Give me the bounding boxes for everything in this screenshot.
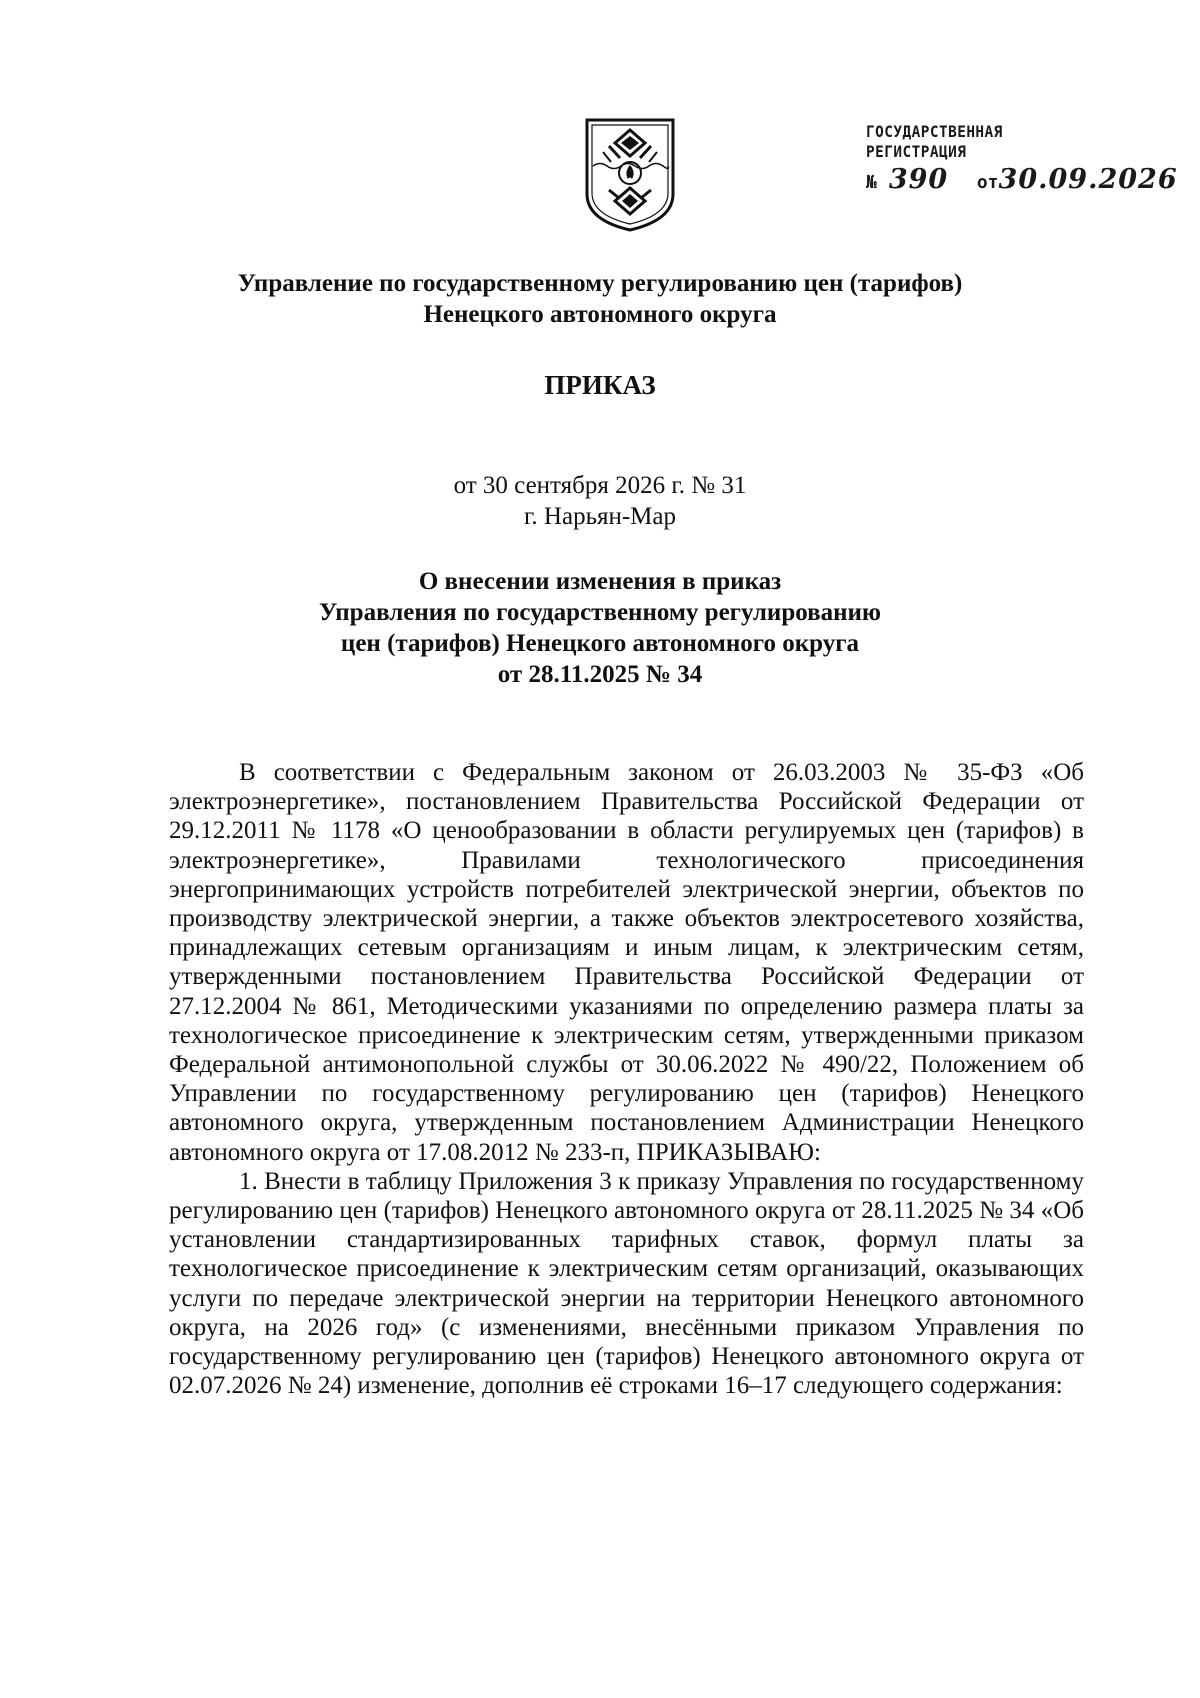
registration-number: 390 [888, 164, 949, 195]
stamp-line-1: ГОСУДАРСТВЕННАЯ [866, 122, 1003, 141]
stamp-date-prefix: от [976, 172, 999, 193]
document-type: ПРИКАЗ [544, 370, 656, 400]
title-line-2: Управления по государственному регулированию [318, 599, 882, 626]
body-paragraph-2: 1. Внести в таблицу Приложения 3 к приказу Управления по государственному регулированию цен (тарифов) Ненецкого автономного округа от 28.11.2025 № 34 «Об установлении стандартизированных тарифных ставок, формул платы за технологическое присоединение к электрическим сетям организаций, оказывающих услуги по передаче электрической энергии на территории Ненецкого автономного округа, на 2026 год» (с изменениями, внесёнными приказом Управления по государственному регулированию цен (тарифов) Ненецкого автономного округа от 02.07.2026 № 24) изменение, дополнив её строками 16–17 следующего содержания: [169, 1167, 1084, 1400]
order-date: от 30 сентября 2026 г. № 31 [453, 472, 747, 499]
coat-of-arms-emblem [583, 116, 677, 234]
registration-date: 30.09.2026 [998, 164, 1178, 195]
stamp-number-prefix: № [866, 172, 877, 193]
registration-stamp [866, 122, 1178, 197]
order-city: г. Нарьян-Мар [523, 503, 676, 530]
document-title [150, 566, 1050, 690]
stamp-line-2: РЕГИСТРАЦИЯ [866, 142, 967, 161]
order-date-block [150, 470, 1050, 532]
document-body [169, 758, 1084, 1400]
agency-line-1: Управление по государственному регулированию цен (тарифов) [237, 270, 963, 297]
title-line-3: цен (тарифов) Ненецкого автономного округа [340, 630, 860, 657]
agency-line-2: Ненецкого автономного округа [423, 301, 777, 328]
agency-name [150, 268, 1050, 330]
stamp-line-3 [866, 164, 1178, 197]
title-line-4: от 28.11.2025 № 34 [497, 661, 703, 688]
title-line-1: О внесении изменения в приказ [418, 568, 782, 595]
body-paragraph-1: В соответствии с Федеральным законом от 26.03.2003 № 35-ФЗ «Об электроэнергетике», постановлением Правительства Российской Федерации от 29.12.2011 № 1178 «О ценообразовании в области регулируемых цен (тарифов) в электроэнергетике», Правилами технологического присоединения энергопринимающих устройств потребителей электрической энергии, объектов по производству электрической энергии, а также объектов электросетевого хозяйства, принадлежащих сетевым организациям и иным лицам, к электрическим сетям, утвержденными постановлением Правительства Российской Федерации от 27.12.2004 № 861, Методическими указаниями по определению размера платы за технологическое присоединение к электрическим сетям, утвержденными приказом Федеральной антимонопольной службы от 30.06.2022 № 490/22, Положением об Управлении по государственному регулированию цен (тарифов) Ненецкого автономного округа, утвержденным постановлением Администрации Ненецкого автономного округа от 17.08.2012 № 233-п, ПРИКАЗЫВАЮ: [169, 759, 1084, 1166]
